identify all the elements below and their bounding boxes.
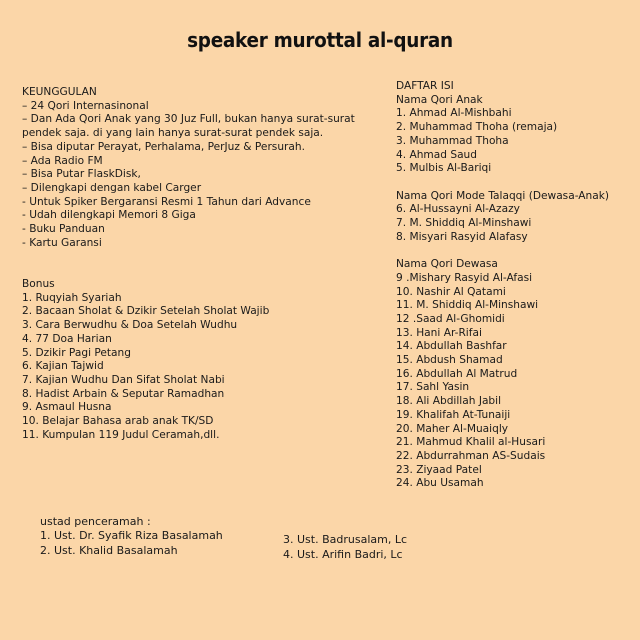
spacer <box>396 176 609 190</box>
ustad-list-a <box>40 528 223 558</box>
bonus-item: 6. Kajian Tajwid <box>22 360 104 373</box>
keunggulan-item: – 24 Qori Internasinonal <box>22 99 149 112</box>
keunggulan-item: - Udah dilengkapi Memori 8 Giga <box>22 209 196 222</box>
qori-item: 23. Ziyaad Patel <box>396 463 482 476</box>
keunggulan-item: – Bisa diputar Perayat, Perhalama, PerJuz & Persurah. <box>22 140 305 153</box>
qori-item: 11. M. Shiddiq Al-Minshawi <box>396 299 539 312</box>
qori-talaqqi-heading: Nama Qori Mode Talaqqi (Dewasa-Anak) <box>396 189 610 202</box>
qori-item: 15. Abdush Shamad <box>396 354 503 367</box>
ustad-list-b <box>283 532 407 562</box>
ustad-heading: ustad penceramah : <box>40 515 151 528</box>
keunggulan-item: - Buku Panduan <box>22 223 105 236</box>
qori-item: 7. M. Shiddiq Al-Minshawi <box>396 217 532 230</box>
bonus-item: 10. Belajar Bahasa arab anak TK/SD <box>22 415 214 428</box>
keunggulan-item: – Dan Ada Qori Anak yang 30 Juz Full, bukan hanya surat-surat <box>22 113 355 126</box>
ustad-item: 1. Ust. Dr. Syafik Riza Basalamah <box>40 529 223 542</box>
keunggulan-item: - Untuk Spiker Bergaransi Resmi 1 Tahun dari Advance <box>22 195 311 208</box>
qori-anak-heading: Nama Qori Anak <box>396 93 483 106</box>
page-title: speaker murottal al-quran <box>187 28 453 52</box>
qori-item: 16. Abdullah Al Matrud <box>396 367 518 380</box>
ustad-item: 3. Ust. Badrusalam, Lc <box>283 533 407 546</box>
bonus-item: 9. Asmaul Husna <box>22 401 112 414</box>
qori-item: 21. Mahmud Khalil al-Husari <box>396 436 546 449</box>
bonus-section <box>22 278 269 442</box>
bonus-item: 7. Kajian Wudhu Dan Sifat Sholat Nabi <box>22 373 225 386</box>
keunggulan-item: – Ada Radio FM <box>22 154 103 167</box>
bonus-heading: Bonus <box>22 278 55 290</box>
spacer <box>396 244 609 258</box>
bonus-item: 2. Bacaan Sholat & Dzikir Setelah Sholat Wajib <box>22 305 270 318</box>
qori-item: 8. Misyari Rasyid Alafasy <box>396 230 528 243</box>
qori-item: 6. Al-Hussayni Al-Azazy <box>396 203 520 216</box>
daftar-isi-heading: DAFTAR ISI <box>396 80 454 92</box>
qori-item: 5. Mulbis Al-Bariqi <box>396 162 492 175</box>
qori-item: 19. Khalifah At-Tunaiji <box>396 408 511 421</box>
qori-item: 2. Muhammad Thoha (remaja) <box>396 121 558 134</box>
bonus-item: 11. Kumpulan 119 Judul Ceramah,dll. <box>22 428 220 441</box>
bonus-item: 8. Hadist Arbain & Seputar Ramadhan <box>22 387 225 400</box>
keunggulan-item: pendek saja. di yang lain hanya surat-surat pendek saja. <box>22 127 324 140</box>
qori-item: 10. Nashir Al Qatami <box>396 285 506 298</box>
keunggulan-item: – Dilengkapi dengan kabel Carger <box>22 181 202 194</box>
qori-item: 18. Ali Abdillah Jabil <box>396 395 502 408</box>
qori-dewasa-heading: Nama Qori Dewasa <box>396 258 498 271</box>
ustad-item: 4. Ust. Arifin Badri, Lc <box>283 548 403 561</box>
qori-item: 9 .Mishary Rasyid Al-Afasi <box>396 271 533 284</box>
keunggulan-section <box>22 86 355 250</box>
bonus-item: 3. Cara Berwudhu & Doa Setelah Wudhu <box>22 319 238 332</box>
qori-item: 17. Sahl Yasin <box>396 381 470 394</box>
keunggulan-item: – Bisa Putar FlaskDisk, <box>22 168 141 181</box>
qori-item: 20. Maher Al-Muaiqly <box>396 422 509 435</box>
qori-item: 4. Ahmad Saud <box>396 148 477 161</box>
ustad-item: 2. Ust. Khalid Basalamah <box>40 544 178 557</box>
qori-item: 13. Hani Ar-Rifai <box>396 326 482 339</box>
qori-item: 1. Ahmad Al-Mishbahi <box>396 107 512 120</box>
daftar-isi-section <box>396 80 609 491</box>
bonus-item: 1. Ruqyiah Syariah <box>22 291 122 304</box>
bonus-item: 4. 77 Doa Harian <box>22 332 112 345</box>
qori-item: 3. Muhammad Thoha <box>396 134 509 147</box>
bonus-item: 5. Dzikir Pagi Petang <box>22 346 131 359</box>
qori-item: 24. Abu Usamah <box>396 477 484 490</box>
qori-item: 22. Abdurrahman AS-Sudais <box>396 449 546 462</box>
qori-item: 14. Abdullah Bashfar <box>396 340 507 353</box>
keunggulan-item: - Kartu Garansi <box>22 236 102 249</box>
qori-item: 12 .Saad Al-Ghomidi <box>396 312 505 325</box>
keunggulan-heading: KEUNGGULAN <box>22 86 97 98</box>
